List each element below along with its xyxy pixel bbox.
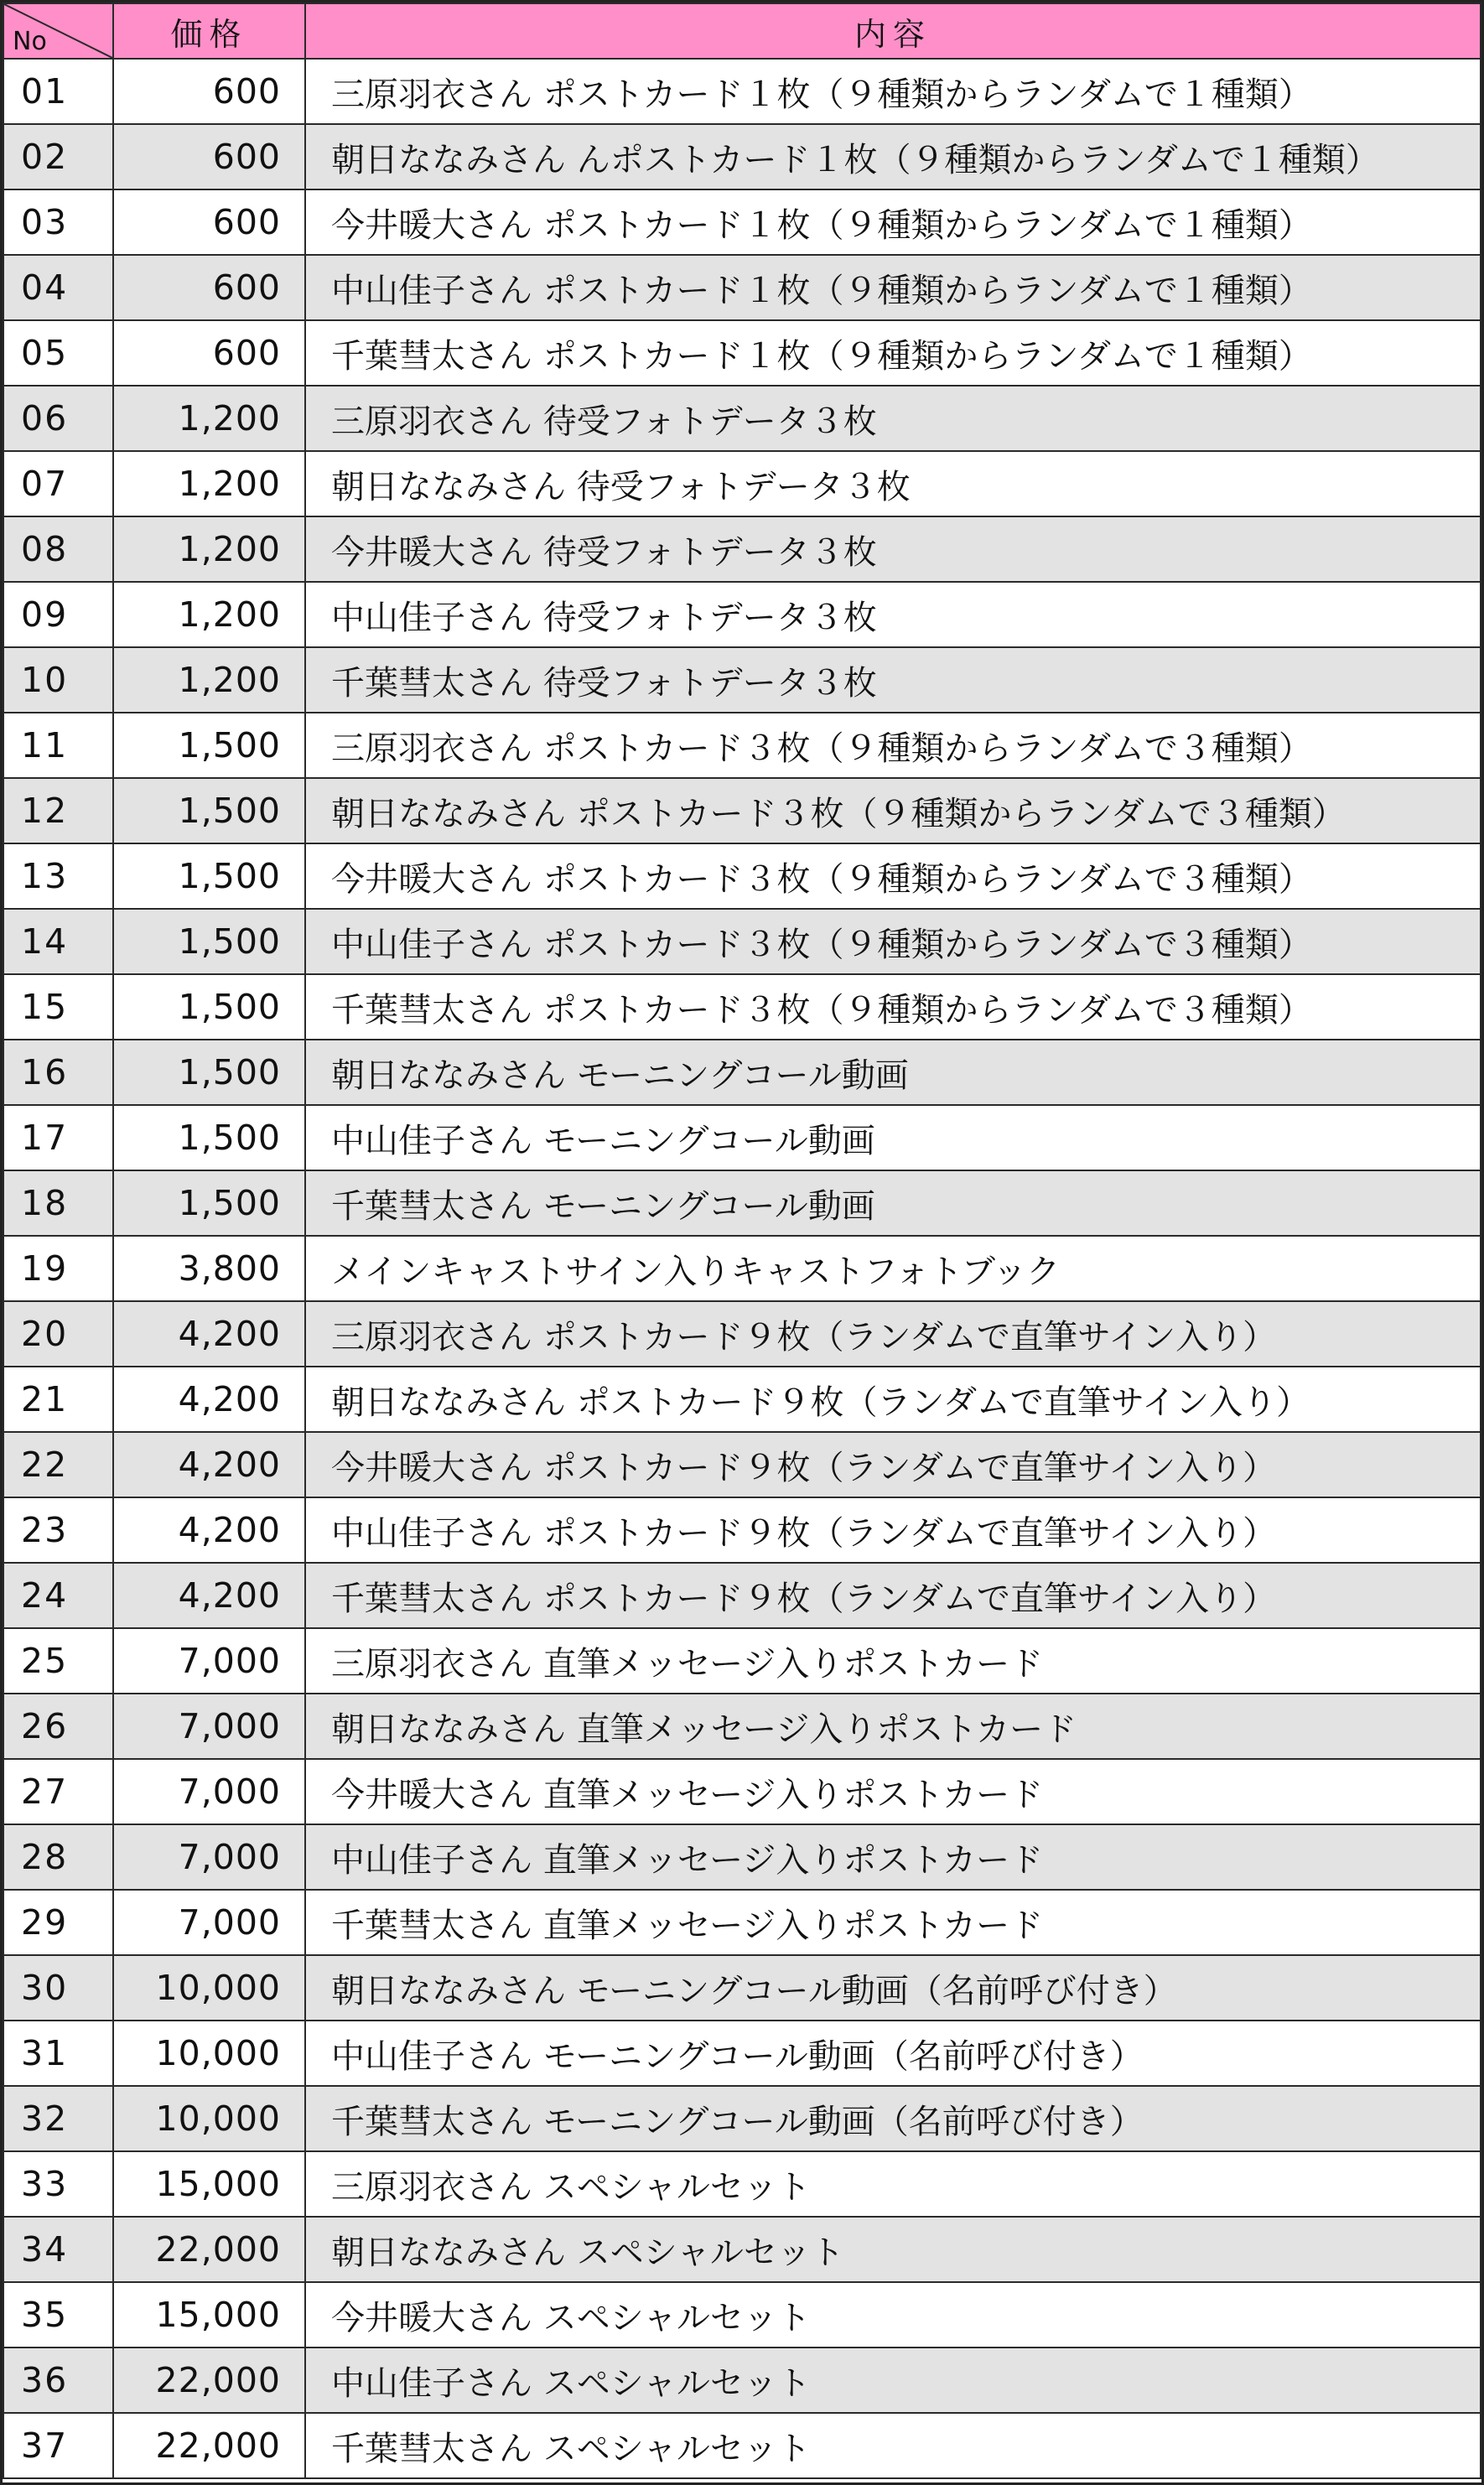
item-number: 25 [3,1628,113,1694]
table-row [3,713,1481,778]
item-price: 1,200 [113,451,305,516]
table-row [3,2282,1481,2348]
table-row [3,1824,1481,1890]
item-number: 01 [3,59,113,124]
item-price: 3,800 [113,1236,305,1301]
item-price: 600 [113,320,305,386]
item-number: 04 [3,255,113,320]
table-row [3,2413,1481,2478]
item-description: 三原羽衣さん ポストカード９枚（ランダムで直筆サイン入り） [305,1301,1481,1367]
item-description: 千葉彗太さん 待受フォトデータ３枚 [305,647,1481,713]
item-description: 千葉彗太さん ポストカード１枚（９種類からランダムで１種類） [305,320,1481,386]
item-number: 37 [3,2413,113,2478]
item-description: 中山佳子さん 直筆メッセージ入りポストカード [305,1824,1481,1890]
item-number: 36 [3,2348,113,2413]
table-row [3,386,1481,451]
item-description: メインキャストサイン入りキャストフォトブック [305,1236,1481,1301]
table-row [3,843,1481,909]
item-description: 中山佳子さん ポストカード１枚（９種類からランダムで１種類） [305,255,1481,320]
item-price: 600 [113,255,305,320]
item-price: 22,000 [113,2217,305,2282]
item-number: 06 [3,386,113,451]
item-price: 22,000 [113,2348,305,2413]
table-row [3,1694,1481,1759]
item-number: 33 [3,2151,113,2217]
item-price: 1,500 [113,1170,305,1236]
item-number: 28 [3,1824,113,1890]
item-description: 千葉彗太さん 直筆メッセージ入りポストカード [305,1890,1481,1955]
item-description: 中山佳子さん 待受フォトデータ３枚 [305,582,1481,647]
item-number: 22 [3,1432,113,1497]
item-description: 三原羽衣さん ポストカード３枚（９種類からランダムで３種類） [305,713,1481,778]
table-row [3,2217,1481,2282]
table-row [3,1236,1481,1301]
table-row [3,2151,1481,2217]
table-row [3,1890,1481,1955]
item-description: 千葉彗太さん ポストカード３枚（９種類からランダムで３種類） [305,974,1481,1040]
item-number: 31 [3,2021,113,2086]
table-row [3,2021,1481,2086]
item-price: 1,200 [113,647,305,713]
item-price: 1,500 [113,974,305,1040]
item-number: 13 [3,843,113,909]
item-price: 4,200 [113,1432,305,1497]
item-number: 27 [3,1759,113,1824]
item-description: 朝日ななみさん スペシャルセット [305,2217,1481,2282]
item-price: 10,000 [113,2086,305,2151]
item-price: 1,500 [113,909,305,974]
item-number: 16 [3,1040,113,1105]
table-row [3,909,1481,974]
table-row [3,1040,1481,1105]
table-row [3,2086,1481,2151]
table-row [3,974,1481,1040]
item-price: 22,000 [113,2413,305,2478]
item-description: 朝日ななみさん モーニングコール動画（名前呼び付き） [305,1955,1481,2021]
item-description: 今井暖大さん ポストカード３枚（９種類からランダムで３種類） [305,843,1481,909]
table-row [3,1497,1481,1563]
item-price: 7,000 [113,1759,305,1824]
item-number: 05 [3,320,113,386]
item-price: 7,000 [113,1694,305,1759]
header-no-label: No [13,27,47,56]
item-price: 1,200 [113,386,305,451]
item-number: 15 [3,974,113,1040]
item-price: 1,500 [113,1105,305,1170]
price-table [3,3,1481,2479]
table-row [3,1105,1481,1170]
item-description: 千葉彗太さん スペシャルセット [305,2413,1481,2478]
item-number: 32 [3,2086,113,2151]
table-row [3,451,1481,516]
item-description: 朝日ななみさん んポストカード１枚（９種類からランダムで１種類） [305,124,1481,189]
item-price: 1,500 [113,713,305,778]
item-description: 今井暖大さん ポストカード１枚（９種類からランダムで１種類） [305,189,1481,255]
item-description: 三原羽衣さん スペシャルセット [305,2151,1481,2217]
item-price: 15,000 [113,2151,305,2217]
item-description: 千葉彗太さん モーニングコール動画 [305,1170,1481,1236]
item-number: 24 [3,1563,113,1628]
item-number: 19 [3,1236,113,1301]
item-price: 10,000 [113,2021,305,2086]
item-description: 中山佳子さん ポストカード９枚（ランダムで直筆サイン入り） [305,1497,1481,1563]
item-price: 600 [113,124,305,189]
table-row [3,124,1481,189]
item-number: 17 [3,1105,113,1170]
item-price: 4,200 [113,1367,305,1432]
table-row [3,1955,1481,2021]
item-number: 20 [3,1301,113,1367]
item-price: 15,000 [113,2282,305,2348]
item-description: 朝日ななみさん ポストカード３枚（９種類からランダムで３種類） [305,778,1481,843]
table-row [3,1170,1481,1236]
item-number: 35 [3,2282,113,2348]
table-row [3,2348,1481,2413]
table-row [3,647,1481,713]
item-number: 03 [3,189,113,255]
header-no [3,3,113,59]
table-row [3,255,1481,320]
item-number: 30 [3,1955,113,2021]
item-number: 21 [3,1367,113,1432]
table-row [3,1759,1481,1824]
table-row [3,778,1481,843]
table-row [3,1628,1481,1694]
item-description: 中山佳子さん スペシャルセット [305,2348,1481,2413]
table-row [3,1367,1481,1432]
item-price: 10,000 [113,1955,305,2021]
table-row [3,189,1481,255]
item-price: 4,200 [113,1497,305,1563]
item-price: 7,000 [113,1890,305,1955]
header-price: 価格 [113,3,305,59]
item-price: 4,200 [113,1301,305,1367]
item-number: 09 [3,582,113,647]
table-header-row [3,3,1481,59]
item-price: 4,200 [113,1563,305,1628]
item-price: 7,000 [113,1824,305,1890]
item-description: 今井暖大さん スペシャルセット [305,2282,1481,2348]
item-price: 1,200 [113,516,305,582]
item-description: 朝日ななみさん 直筆メッセージ入りポストカード [305,1694,1481,1759]
item-number: 18 [3,1170,113,1236]
item-price: 1,500 [113,778,305,843]
item-number: 14 [3,909,113,974]
item-description: 中山佳子さん モーニングコール動画（名前呼び付き） [305,2021,1481,2086]
item-description: 千葉彗太さん モーニングコール動画（名前呼び付き） [305,2086,1481,2151]
item-number: 12 [3,778,113,843]
item-description: 今井暖大さん 待受フォトデータ３枚 [305,516,1481,582]
table-row [3,1563,1481,1628]
table-row [3,1301,1481,1367]
item-number: 23 [3,1497,113,1563]
item-description: 今井暖大さん ポストカード９枚（ランダムで直筆サイン入り） [305,1432,1481,1497]
item-description: 中山佳子さん ポストカード３枚（９種類からランダムで３種類） [305,909,1481,974]
header-content: 内容 [305,3,1481,59]
item-price: 1,500 [113,1040,305,1105]
item-description: 千葉彗太さん ポストカード９枚（ランダムで直筆サイン入り） [305,1563,1481,1628]
table-row [3,516,1481,582]
item-description: 三原羽衣さん ポストカード１枚（９種類からランダムで１種類） [305,59,1481,124]
item-price: 1,500 [113,843,305,909]
item-number: 26 [3,1694,113,1759]
item-description: 三原羽衣さん 直筆メッセージ入りポストカード [305,1628,1481,1694]
item-number: 07 [3,451,113,516]
item-description: 三原羽衣さん 待受フォトデータ３枚 [305,386,1481,451]
item-number: 29 [3,1890,113,1955]
item-price: 7,000 [113,1628,305,1694]
table-row [3,59,1481,124]
item-number: 10 [3,647,113,713]
item-description: 朝日ななみさん ポストカード９枚（ランダムで直筆サイン入り） [305,1367,1481,1432]
item-number: 02 [3,124,113,189]
item-number: 08 [3,516,113,582]
table-row [3,582,1481,647]
item-description: 朝日ななみさん 待受フォトデータ３枚 [305,451,1481,516]
item-price: 600 [113,59,305,124]
item-price: 600 [113,189,305,255]
item-description: 朝日ななみさん モーニングコール動画 [305,1040,1481,1105]
item-description: 中山佳子さん モーニングコール動画 [305,1105,1481,1170]
table-row [3,1432,1481,1497]
item-number: 11 [3,713,113,778]
item-number: 34 [3,2217,113,2282]
table-row [3,320,1481,386]
item-price: 1,200 [113,582,305,647]
item-description: 今井暖大さん 直筆メッセージ入りポストカード [305,1759,1481,1824]
